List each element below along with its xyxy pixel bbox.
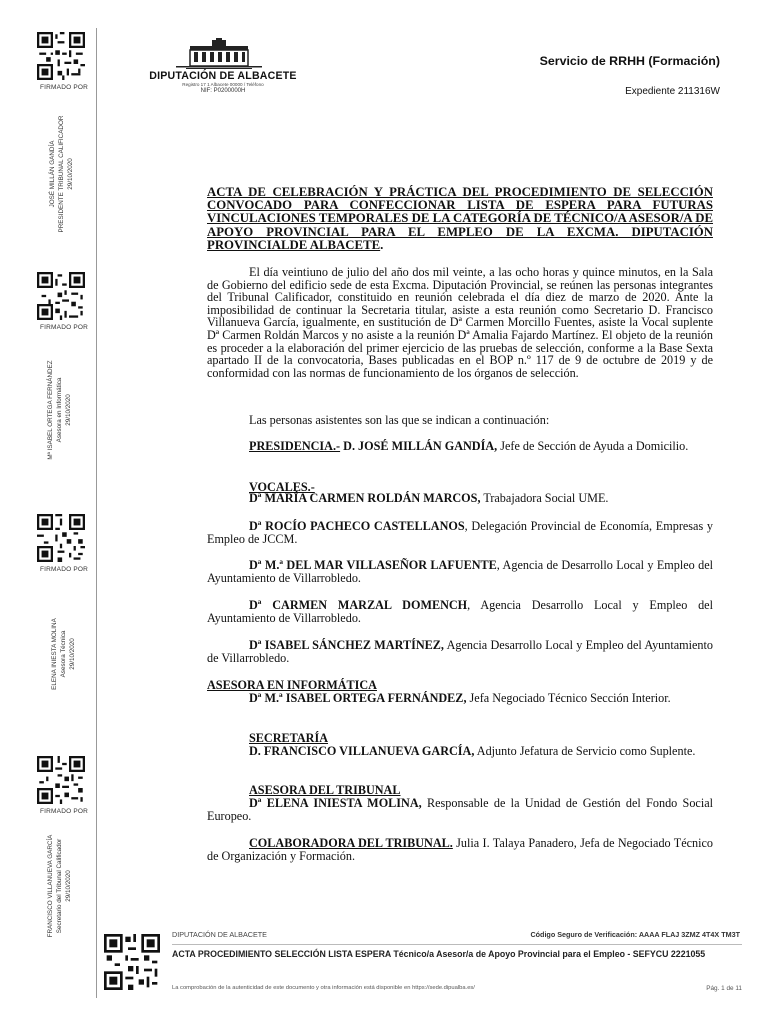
asesora-informatica-role: Jefa Negociado Técnico Sección Interior. (466, 691, 671, 705)
expediente-number: Expediente 211316W (625, 86, 720, 97)
footer-page-number: Pág. 1 de 11 (706, 985, 742, 992)
intro-paragraph: El día veintiuno de julio del año dos mil veinte, a las ocho horas y quince minutos, en la Sala de Gobierno del edificio sede de esta Excma. Diputación Provincial, se reúnen las personas integrantes del Tribunal Calificador, constituido en reunión celebrada el día diez de marzo de 2020. Ante la imposibilidad de continuar la Secretaria titular, asiste a esta reunión como Secretario D. Francisco Villanueva García, igualmente, en sustitución de Dª Carmen Morcillo Fuentes, asiste la Vocal suplente Dª Carmen Roldán Marcos y no asiste a la reunión Dª Amalia Fajardo Martínez. El objeto de la reunión es proceder a la elaboración del primer ejercicio de las pruebas de selección, conforme a la Base Sexta apartado II de la convocatoria, Bases publicadas en el BOP n.º 117 de 9 de octubre de 2019 y de conformidad con las normas de funcionamiento de los órganos de selección. (207, 265, 713, 380)
signature-signer (46, 816, 73, 956)
colaboradora-entry (207, 837, 713, 862)
signer-role: Asesora Técnica (60, 630, 67, 678)
colaboradora-label: COLABORADORA DEL TRIBUNAL. (249, 836, 453, 850)
presidencia-role: Jefe de Sección de Ayuda a Domicilio. (497, 439, 689, 453)
footer-verify-text: La comprobación de la autenticidad de este documento y otra información está disponible en https://sede.dipualba.es/ (172, 985, 475, 991)
vocal-entry (207, 599, 713, 624)
presidencia-name: D. JOSÉ MILLÁN GANDÍA, (340, 439, 498, 453)
signer-date: 29/10/2020 (67, 158, 74, 190)
secretaria-role: Adjunto Jefatura de Servicio como Suplente. (474, 744, 696, 758)
signature-signer (50, 584, 77, 724)
footer-org: DIPUTACIÓN DE ALBACETE (172, 930, 267, 939)
signer-date: 29/10/2020 (65, 394, 72, 426)
qr-code-icon (37, 272, 85, 320)
signature-column-divider (96, 28, 97, 998)
signer-date: 29/10/2020 (65, 870, 72, 902)
vocal-entry (207, 639, 713, 664)
signature-label: FIRMADO POR (39, 324, 89, 331)
org-address: Registro 17 1 Albacete 00000 / Teléfono (182, 82, 264, 87)
asesora-informatica-name: Dª M.ª ISABEL ORTEGA FERNÁNDEZ, (249, 691, 467, 705)
signer-name: JOSÉ MILLÁN GANDÍA (49, 140, 56, 208)
signer-name: FRANCISCO VILLANUEVA GARCÍA (47, 834, 54, 938)
vocal-name: Dª MARÍA CARMEN ROLDÁN MARCOS, (249, 491, 481, 505)
signer-date: 29/10/2020 (69, 638, 76, 670)
service-name: Servicio de RRHH (Formación) (539, 54, 720, 68)
vocal-role: , Delegación Provincial de Economía, Empresas y Empleo de JCCM. (207, 519, 713, 546)
signer-name: ELENA INIESTA MOLINA (51, 618, 58, 690)
footer-csv: Código Seguro de Verificación: AAAA FLAJ 3ZMZ 4T4X TM3T (530, 930, 740, 939)
footer-doc-title: ACTA PROCEDIMIENTO SELECCIÓN LISTA ESPERA Técnico/a Asesor/a de Apoyo Provincial para el Empleo - SEFYCU 2221055 (172, 949, 706, 959)
asesora-tribunal-name: Dª ELENA INIESTA MOLINA, (249, 796, 422, 810)
asesora-tribunal-heading: ASESORA DEL TRIBUNAL (249, 783, 401, 797)
vocal-role: , Agencia Desarrollo Local y Empleo del Ayuntamiento de Villarrobledo. (207, 598, 713, 625)
vocal-entry (207, 559, 713, 584)
secretaria-label (207, 732, 713, 745)
signature-label: FIRMADO POR (39, 808, 89, 815)
vocal-name: Dª ISABEL SÁNCHEZ MARTÍNEZ, (249, 638, 444, 652)
secretaria-name: D. FRANCISCO VILLANUEVA GARCÍA, (249, 744, 475, 758)
signature-label: FIRMADO POR (39, 84, 89, 91)
vocal-entry (207, 520, 713, 545)
secretaria-heading: SECRETARÍA (249, 731, 329, 745)
document-title (207, 186, 713, 252)
vocal-name: Dª M.ª DEL MAR VILLASEÑOR LAFUENTE (249, 558, 497, 572)
signature-signer (46, 340, 73, 480)
presidencia-entry (207, 440, 713, 453)
vocal-entry (207, 492, 713, 505)
vocal-name: Dª CARMEN MARZAL DOMENCH (249, 598, 468, 612)
document-title-end: . (380, 237, 384, 252)
qr-code-icon (104, 934, 160, 990)
asesora-informatica-heading: ASESORA EN INFORMÁTICA (207, 678, 377, 692)
diputacion-building-logo (176, 38, 262, 70)
asesora-tribunal-label (207, 784, 713, 797)
signer-role: PRESIDENTE TRIBUNAL CALIFICADOR (58, 115, 65, 233)
vocal-role: Agencia Desarrollo Local y Empleo del Ayuntamiento de Villarrobledo. (207, 638, 713, 665)
colaboradora-role: Julia I. Talaya Panadero, Jefa de Negociado Técnico de Organización y Formación. (207, 836, 713, 863)
asesora-informatica-label (207, 679, 713, 692)
attendees-intro: Las personas asistentes son las que se indican a continuación: (249, 413, 550, 427)
asesora-informatica-entry (207, 692, 713, 705)
vocal-role: Trabajadora Social UME. (480, 491, 609, 505)
asesora-tribunal-role: Responsable de la Unidad de Gestión del Fondo Social Europeo. (207, 796, 714, 823)
document-title-text: ACTA DE CELEBRACIÓN Y PRÁCTICA DEL PROCEDIMIENTO DE SELECCIÓN CONVOCADO PARA CONFECCIONAR LISTA DE ESPERA PARA FUTURAS VINCULACIONES TEMPORALES DE LA CATEGORÍA DE TÉCNICO/A ASESOR/A DE APOYO PROVINCIAL PARA EL EMPLEO DE LA EXCMA. DIPUTACIÓN PROVINCIALDE ALBACETE (207, 185, 713, 252)
signature-label: FIRMADO POR (39, 566, 89, 573)
asesora-tribunal-entry (207, 797, 713, 822)
signer-role: Secretario del Tribunal Calificador (56, 838, 63, 934)
footer-divider (172, 944, 742, 945)
qr-code-icon (37, 32, 85, 80)
qr-code-icon (37, 756, 85, 804)
signer-role: Asesora en Informática (56, 377, 63, 443)
org-name: DIPUTACIÓN DE ALBACETE (149, 70, 297, 82)
presidencia-label: PRESIDENCIA.- (249, 439, 341, 453)
org-nif: NIF: P0200000H (200, 88, 246, 94)
vocal-role: , Agencia de Desarrollo Local y Empleo del Ayuntamiento de Villarrobledo. (207, 558, 714, 585)
qr-code-icon (37, 514, 85, 562)
secretaria-entry (207, 745, 713, 758)
vocales-heading: VOCALES.- (249, 480, 315, 494)
signer-name: Mª ISABEL ORTEGA FERNÁNDEZ (47, 360, 54, 460)
vocal-name: Dª ROCÍO PACHECO CASTELLANOS (249, 519, 465, 533)
signature-signer (48, 104, 75, 244)
